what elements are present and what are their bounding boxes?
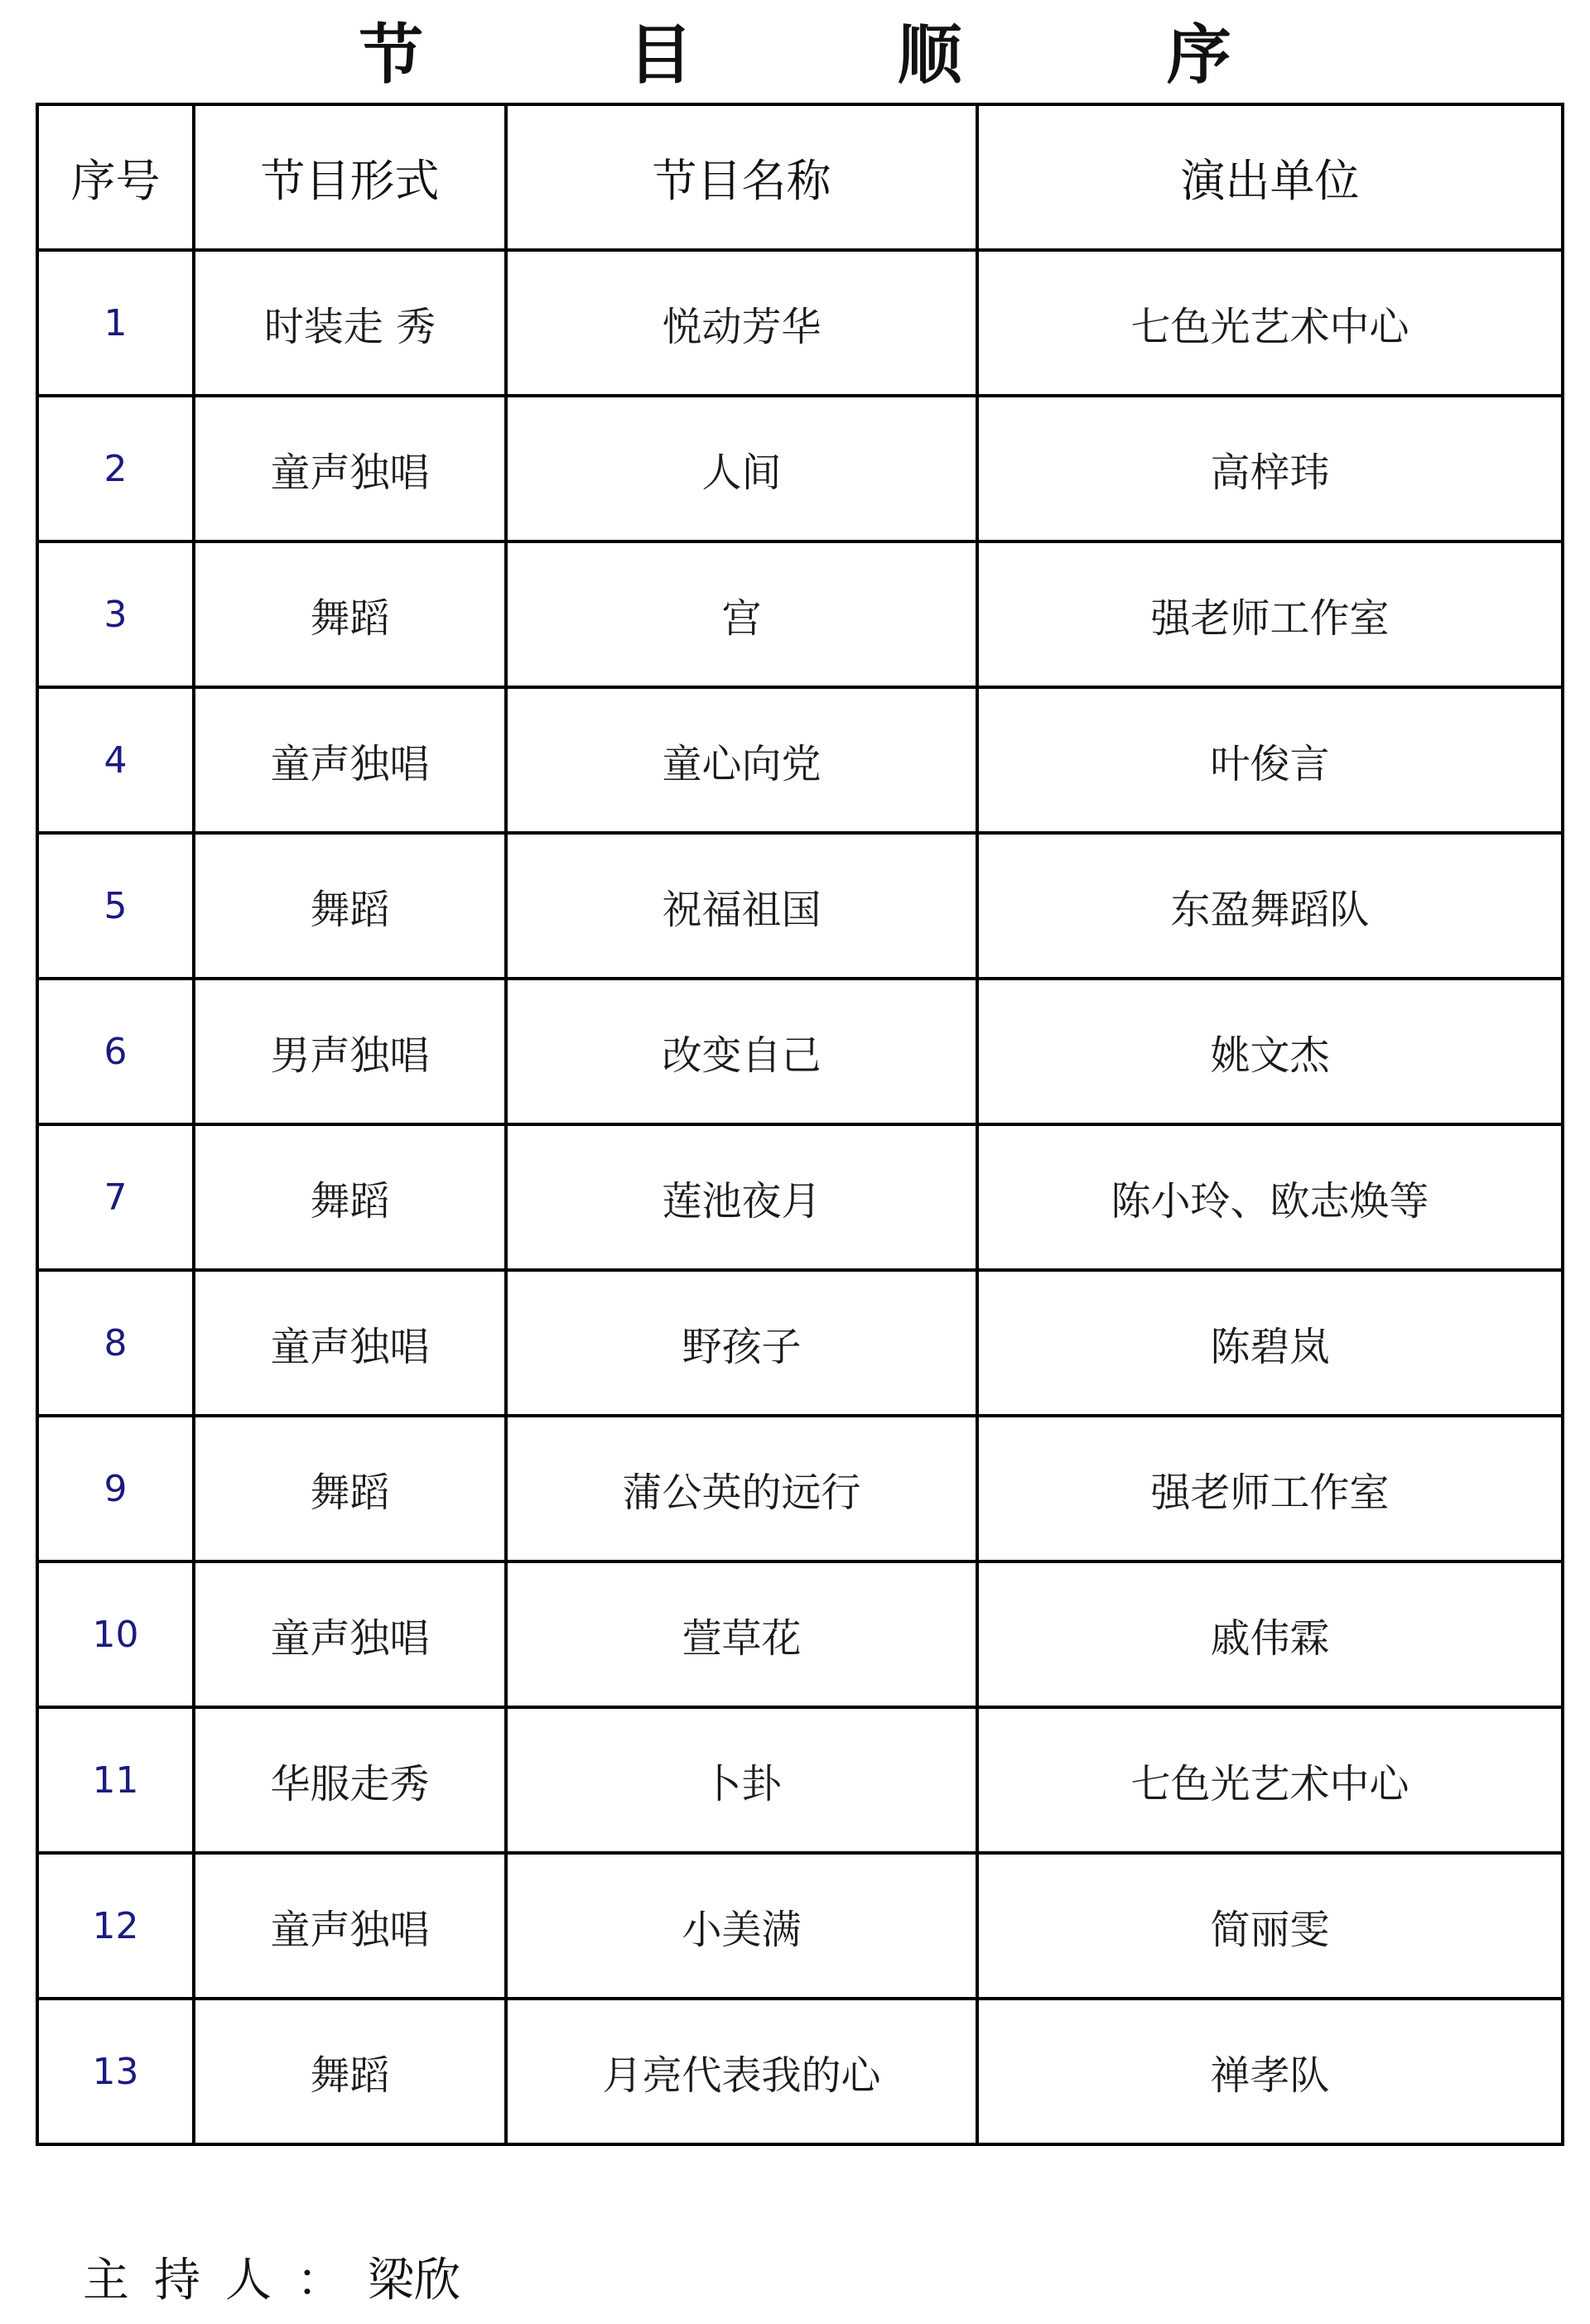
cell-program-type: 舞蹈: [194, 1124, 506, 1270]
cell-program-name: 野孩子: [506, 1270, 977, 1416]
cell-performer: 简丽雯: [977, 1853, 1563, 1999]
cell-performer: 东盈舞蹈队: [977, 833, 1563, 979]
cell-program-name: 月亮代表我的心: [506, 1999, 977, 2144]
cell-number: 11: [37, 1707, 194, 1853]
cell-program-type: 男声独唱: [194, 979, 506, 1124]
table-row: [37, 1124, 1563, 1270]
table-header-row: [37, 104, 1563, 250]
cell-program-name: 悦动芳华: [506, 250, 977, 396]
cell-program-type: 舞蹈: [194, 541, 506, 687]
cell-number: 3: [37, 541, 194, 687]
host-name: 梁欣: [368, 2254, 460, 2307]
cell-number: 4: [37, 687, 194, 833]
cell-program-name: 莲池夜月: [506, 1124, 977, 1270]
cell-program-type: 华服走秀: [194, 1707, 506, 1853]
cell-performer: 七色光艺术中心: [977, 1707, 1563, 1853]
cell-program-name: 童心向党: [506, 687, 977, 833]
cell-number: 9: [37, 1416, 194, 1561]
header-number: 序号: [37, 104, 194, 250]
cell-program-name: 萱草花: [506, 1561, 977, 1707]
cell-number: 1: [37, 250, 194, 396]
page-title: 节 目 顺 序: [359, 17, 1323, 93]
host-label: 主持人：: [83, 2254, 368, 2307]
cell-performer: 陈碧岚: [977, 1270, 1563, 1416]
cell-program-name: 祝福祖国: [506, 833, 977, 979]
cell-performer: 叶俊言: [977, 687, 1563, 833]
table-row: [37, 396, 1563, 541]
table-row: [37, 1416, 1563, 1561]
table-row: [37, 1270, 1563, 1416]
cell-program-name: 蒲公英的远行: [506, 1416, 977, 1561]
cell-number: 10: [37, 1561, 194, 1707]
table-row: [37, 1853, 1563, 1999]
cell-program-type: 舞蹈: [194, 833, 506, 979]
cell-performer: 戚伟霖: [977, 1561, 1563, 1707]
cell-performer: 强老师工作室: [977, 1416, 1563, 1561]
header-program-name: 节目名称: [506, 104, 977, 250]
cell-number: 13: [37, 1999, 194, 2144]
cell-program-name: 改变自己: [506, 979, 977, 1124]
cell-program-type: 舞蹈: [194, 1416, 506, 1561]
cell-program-type: 舞蹈: [194, 1999, 506, 2144]
table-row: [37, 1707, 1563, 1853]
cell-program-type: 童声独唱: [194, 1561, 506, 1707]
table-row: [37, 250, 1563, 396]
table-row: [37, 833, 1563, 979]
cell-number: 12: [37, 1853, 194, 1999]
cell-performer: 姚文杰: [977, 979, 1563, 1124]
cell-program-name: 小美满: [506, 1853, 977, 1999]
cell-performer: 强老师工作室: [977, 541, 1563, 687]
table-row: [37, 979, 1563, 1124]
host-line: [83, 2244, 460, 2310]
table-row: [37, 1561, 1563, 1707]
cell-performer: 高梓玮: [977, 396, 1563, 541]
cell-number: 7: [37, 1124, 194, 1270]
cell-performer: 陈小玲、欧志焕等: [977, 1124, 1563, 1270]
cell-number: 8: [37, 1270, 194, 1416]
cell-program-name: 宫: [506, 541, 977, 687]
cell-program-type: 时装走 秀: [194, 250, 506, 396]
header-program-type: 节目形式: [194, 104, 506, 250]
cell-program-type: 童声独唱: [194, 396, 506, 541]
table-row: [37, 1999, 1563, 2144]
cell-program-type: 童声独唱: [194, 687, 506, 833]
cell-program-name: 卜卦: [506, 1707, 977, 1853]
table-row: [37, 541, 1563, 687]
cell-number: 6: [37, 979, 194, 1124]
cell-number: 2: [37, 396, 194, 541]
cell-program-name: 人间: [506, 396, 977, 541]
cell-program-type: 童声独唱: [194, 1270, 506, 1416]
table-row: [37, 687, 1563, 833]
program-order-table: [36, 103, 1564, 2146]
cell-program-type: 童声独唱: [194, 1853, 506, 1999]
cell-performer: 七色光艺术中心: [977, 250, 1563, 396]
header-performer: 演出单位: [977, 104, 1563, 250]
cell-number: 5: [37, 833, 194, 979]
cell-performer: 禅孝队: [977, 1999, 1563, 2144]
